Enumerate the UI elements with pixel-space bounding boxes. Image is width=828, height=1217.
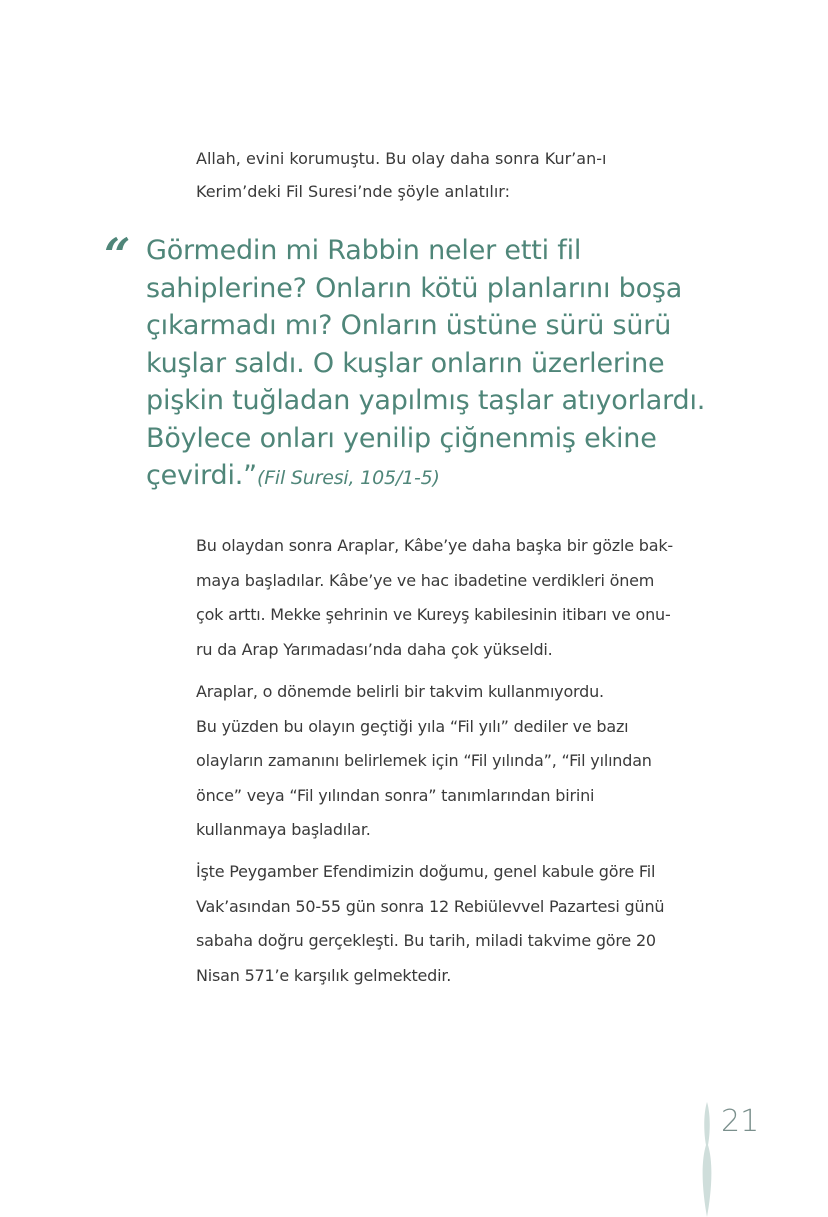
text-line: kullanmaya başladılar. <box>196 820 371 839</box>
page-number: 21 <box>721 1104 760 1139</box>
quote-citation: (Fil Suresi, 105/1-5) <box>256 467 440 489</box>
text-line: çok arttı. Mekke şehrinin ve Kureyş kabilesinin itibarı ve onu- <box>196 605 671 624</box>
page-ornament-icon <box>697 1100 717 1217</box>
quote-mark-icon: “ <box>104 228 131 282</box>
quote-line-last <box>146 457 705 498</box>
text-line: Bu yüzden bu olayın geçtiği yıla “Fil yılı” dediler ve bazı <box>196 716 629 736</box>
quote-line: pişkin tuğladan yapılmış taşlar atıyorlardı. <box>146 385 706 416</box>
text-line: Vak’asından 50-55 gün sonra 12 Rebiülevvel Pazartesi günü <box>196 896 665 916</box>
quran-quote <box>146 232 705 498</box>
text-line: sabaha doğru gerçekleşti. Bu tarih, miladi takvime göre 20 <box>196 931 656 950</box>
quote-line: kuşlar saldı. O kuşlar onların üzerlerine <box>146 347 665 379</box>
text-line: Allah, evini korumuştu. Bu olay daha sonra Kur’an-ı <box>196 149 607 168</box>
text-line: Araplar, o dönemde belirli bir takvim kullanmıyordu. <box>196 682 604 701</box>
text-line: Kerim’deki Fil Suresi’nde şöyle anlatılır: <box>196 182 510 201</box>
intro-text <box>196 142 606 208</box>
quote-line: çevirdi.” <box>146 460 257 491</box>
text-line: maya başladılar. Kâbe’ye ve hac ibadetine verdikleri önem <box>196 570 655 590</box>
text-line: İşte Peygamber Efendimizin doğumu, genel kabule göre Fil <box>196 862 656 881</box>
quote-line: sahiplerine? Onların kötü planlarını boşa <box>146 272 683 304</box>
paragraph <box>196 529 673 667</box>
text-line: olayların zamanını belirlemek için “Fil yılında”, “Fil yılından <box>196 751 652 770</box>
text-line: önce” veya “Fil yılından sonra” tanımlarından birini <box>196 785 595 805</box>
quote-line: Böylece onları yenilip çiğnenmiş ekine <box>146 422 657 454</box>
quote-line: Görmedin mi Rabbin neler etti fil <box>146 235 582 266</box>
text-line: Bu olaydan sonra Araplar, Kâbe’ye daha başka bir gözle bak- <box>196 536 673 555</box>
text-line: Nisan 571’e karşılık gelmektedir. <box>196 965 452 985</box>
paragraph <box>196 675 652 848</box>
quote-line: çıkarmadı mı? Onların üstüne sürü sürü <box>146 310 672 341</box>
text-line: ru da Arap Yarımadası’nda daha çok yükseldi. <box>196 639 553 659</box>
paragraph <box>196 855 664 993</box>
